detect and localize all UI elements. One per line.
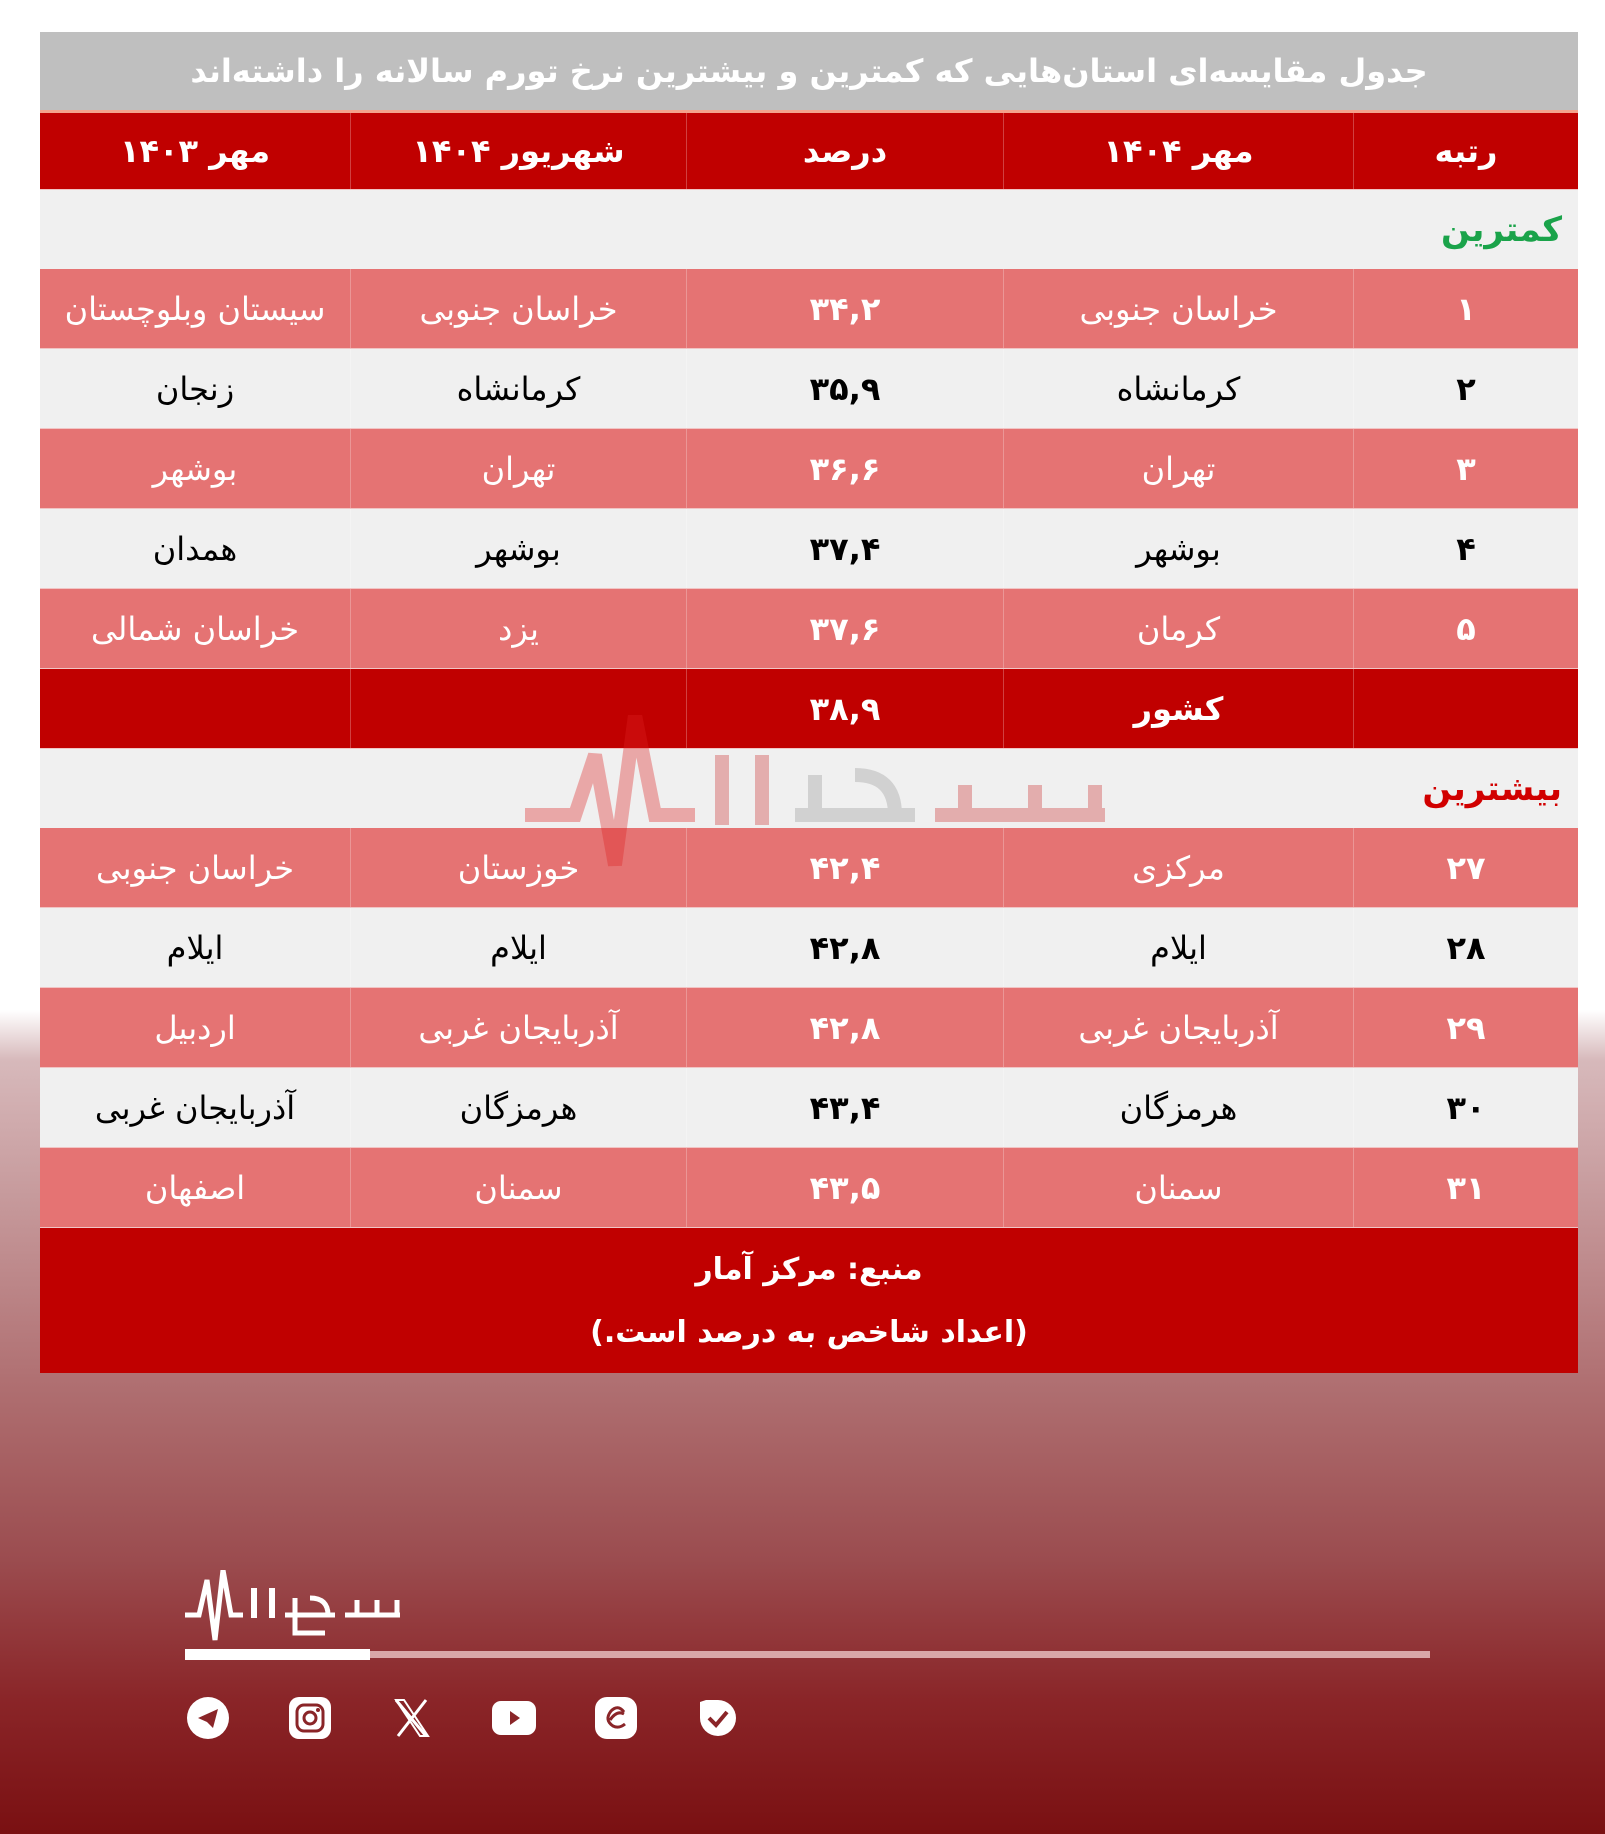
social-links xyxy=(185,1695,741,1741)
brand-divider xyxy=(185,1651,1430,1658)
table-row xyxy=(40,509,1578,589)
percent-cell: ۴۲,۴ xyxy=(686,828,1003,907)
mehr1404-cell: ایلام xyxy=(1003,908,1353,987)
x-icon[interactable] xyxy=(389,1695,435,1741)
col-header-mehr1403: مهر ۱۴۰۳ xyxy=(119,132,271,170)
brand-logo-icon xyxy=(185,1570,405,1645)
table-row xyxy=(40,1068,1578,1148)
national-row xyxy=(40,669,1578,749)
rank-cell: ۲۷ xyxy=(1353,828,1578,907)
rank-cell: ۳ xyxy=(1353,429,1578,508)
mehr1403-cell: سیستان وبلوچستان xyxy=(64,289,326,328)
col-header-rank: رتبه xyxy=(1353,113,1578,189)
section-lowest: کمترین xyxy=(40,190,1578,269)
percent-cell: ۳۵,۹ xyxy=(686,349,1003,428)
rank-cell: ۵ xyxy=(1353,589,1578,668)
shahrivar1404-cell: کرمانشاه xyxy=(350,349,686,428)
shahrivar1404-cell: خوزستان xyxy=(350,828,686,907)
shahrivar1404-cell: تهران xyxy=(350,429,686,508)
percent-cell: ۴۳,۵ xyxy=(686,1148,1003,1227)
table-row xyxy=(40,1148,1578,1228)
shahrivar1404-cell: آذربایجان غربی xyxy=(350,988,686,1067)
national-empty-1 xyxy=(350,669,686,748)
mehr1404-cell: کرمانشاه xyxy=(1003,349,1353,428)
percent-cell: ۴۳,۴ xyxy=(686,1068,1003,1147)
youtube-icon[interactable] xyxy=(491,1695,537,1741)
telegram-icon[interactable] xyxy=(185,1695,231,1741)
mehr1404-cell: خراسان جنوبی xyxy=(1003,269,1353,348)
inflation-table xyxy=(40,32,1578,1373)
table-row xyxy=(40,269,1578,349)
percent-cell: ۳۴,۲ xyxy=(686,269,1003,348)
mehr1403-cell: خراسان جنوبی xyxy=(95,848,295,887)
rank-cell: ۲۸ xyxy=(1353,908,1578,987)
mehr1404-cell: هرمزگان xyxy=(1003,1068,1353,1147)
col-header-mehr1404: مهر ۱۴۰۴ xyxy=(1003,113,1353,189)
rank-cell: ۲ xyxy=(1353,349,1578,428)
table-row xyxy=(40,988,1578,1068)
instagram-icon[interactable] xyxy=(287,1695,333,1741)
shahrivar1404-cell: سمنان xyxy=(350,1148,686,1227)
shahrivar1404-cell: یزد xyxy=(350,589,686,668)
mehr1403-cell: اصفهان xyxy=(144,1168,246,1207)
mehr1403-cell: آذربایجان غربی xyxy=(94,1088,296,1127)
rank-cell: ۲۹ xyxy=(1353,988,1578,1067)
shahrivar1404-cell: خراسان جنوبی xyxy=(350,269,686,348)
mehr1403-cell: ایلام xyxy=(166,928,224,967)
table-title: جدول مقایسه‌ای استان‌هایی که کمترین و بیشترین نرخ تورم سالانه را داشته‌اند xyxy=(40,32,1578,113)
mehr1404-cell: کرمان xyxy=(1003,589,1353,668)
national-empty-2 xyxy=(40,669,350,748)
shahrivar1404-cell: هرمزگان xyxy=(350,1068,686,1147)
eitaa-icon[interactable] xyxy=(593,1695,639,1741)
table-row xyxy=(40,908,1578,988)
national-label: کشور xyxy=(1003,669,1353,748)
section-highest: بیشترین xyxy=(40,749,1578,828)
source-note: (اعداد شاخص به درصد است.) xyxy=(590,1314,1028,1350)
percent-cell: ۴۲,۸ xyxy=(686,908,1003,987)
rank-cell: ۳۰ xyxy=(1353,1068,1578,1147)
percent-cell: ۴۲,۸ xyxy=(686,988,1003,1067)
mehr1403-cell: خراسان شمالی xyxy=(90,609,300,648)
table-row xyxy=(40,429,1578,509)
mehr1404-cell: بوشهر xyxy=(1003,509,1353,588)
header-row xyxy=(40,113,1578,190)
mehr1404-cell: تهران xyxy=(1003,429,1353,508)
mehr1403-cell: اردبیل xyxy=(154,1008,236,1047)
rank-cell: ۴ xyxy=(1353,509,1578,588)
mehr1404-cell: آذربایجان غربی xyxy=(1003,988,1353,1067)
rank-cell: ۳۱ xyxy=(1353,1148,1578,1227)
table-row xyxy=(40,349,1578,429)
mehr1403-cell: زنجان xyxy=(155,369,235,408)
percent-cell: ۳۶,۶ xyxy=(686,429,1003,508)
bale-icon[interactable] xyxy=(695,1695,741,1741)
mehr1403-cell: همدان xyxy=(152,529,238,568)
col-header-percent: درصد xyxy=(686,113,1003,189)
shahrivar1404-cell: ایلام xyxy=(350,908,686,987)
source-text: منبع: مرکز آمار xyxy=(695,1251,923,1287)
percent-cell: ۳۷,۴ xyxy=(686,509,1003,588)
national-rank xyxy=(1353,669,1578,748)
col-header-shahrivar1404: شهریور ۱۴۰۴ xyxy=(350,113,686,189)
table-row xyxy=(40,589,1578,669)
mehr1404-cell: مرکزی xyxy=(1003,828,1353,907)
national-percent: ۳۸,۹ xyxy=(686,669,1003,748)
shahrivar1404-cell: بوشهر xyxy=(350,509,686,588)
mehr1403-cell: بوشهر xyxy=(152,449,238,488)
source-footer xyxy=(40,1228,1578,1373)
mehr1404-cell: سمنان xyxy=(1003,1148,1353,1227)
rank-cell: ۱ xyxy=(1353,269,1578,348)
table-row xyxy=(40,828,1578,908)
percent-cell: ۳۷,۶ xyxy=(686,589,1003,668)
